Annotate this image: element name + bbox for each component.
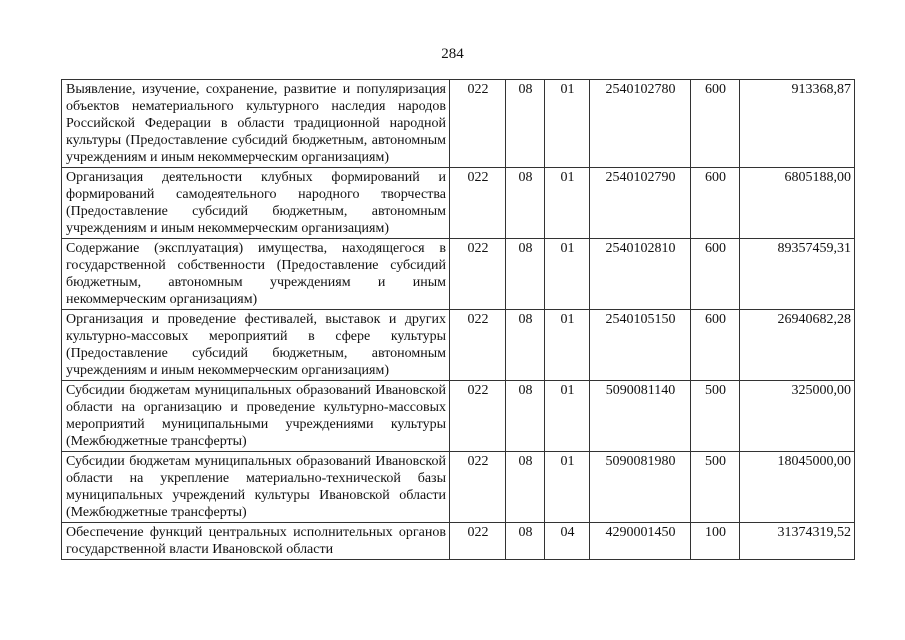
amount: 913368,87	[740, 80, 855, 168]
table-row	[62, 523, 855, 560]
table-row	[62, 452, 855, 523]
expense-type-code: 100	[691, 523, 740, 560]
amount: 18045000,00	[740, 452, 855, 523]
budget-table	[61, 79, 855, 560]
table-row	[62, 310, 855, 381]
row-description: Выявление, изучение, сохранение, развитие и популяризация объектов нематериального культурного наследия народов Российской Федерации в области традиционной народной культуры (Предоставление субсидий бюджетным, автономным учреждениям и иным некоммерческим организациям)	[62, 80, 450, 168]
expense-type-code: 500	[691, 381, 740, 452]
subsection-code: 01	[545, 168, 590, 239]
target-article-code: 2540102780	[590, 80, 691, 168]
table-row	[62, 80, 855, 168]
subsection-code: 01	[545, 381, 590, 452]
subsection-code: 04	[545, 523, 590, 560]
target-article-code: 5090081980	[590, 452, 691, 523]
subsection-code: 01	[545, 310, 590, 381]
amount: 6805188,00	[740, 168, 855, 239]
table-row	[62, 381, 855, 452]
target-article-code: 5090081140	[590, 381, 691, 452]
ministry-code: 022	[450, 80, 506, 168]
row-description: Субсидии бюджетам муниципальных образований Ивановской области на организацию и проведение культурно-массовых мероприятий муниципальными учреждениями культуры (Межбюджетные трансферты)	[62, 381, 450, 452]
expense-type-code: 600	[691, 80, 740, 168]
ministry-code: 022	[450, 523, 506, 560]
subsection-code: 01	[545, 80, 590, 168]
ministry-code: 022	[450, 310, 506, 381]
budget-table-body	[62, 80, 855, 560]
ministry-code: 022	[450, 452, 506, 523]
table-row	[62, 239, 855, 310]
page-number: 284	[441, 46, 464, 62]
table-row	[62, 168, 855, 239]
target-article-code: 2540105150	[590, 310, 691, 381]
subsection-code: 01	[545, 452, 590, 523]
expense-type-code: 600	[691, 310, 740, 381]
amount: 26940682,28	[740, 310, 855, 381]
section-code: 08	[506, 239, 545, 310]
row-description: Организация деятельности клубных формирований и формирований самодеятельного народного творчества (Предоставление субсидий бюджетным, автономным учреждениям и иным некоммерческим организациям)	[62, 168, 450, 239]
section-code: 08	[506, 80, 545, 168]
amount: 31374319,52	[740, 523, 855, 560]
ministry-code: 022	[450, 381, 506, 452]
row-description: Содержание (эксплуатация) имущества, находящегося в государственной собственности (Предоставление субсидий бюджетным, автономным учреждениям и иным некоммерческим организациям)	[62, 239, 450, 310]
target-article-code: 2540102810	[590, 239, 691, 310]
amount: 325000,00	[740, 381, 855, 452]
section-code: 08	[506, 310, 545, 381]
target-article-code: 4290001450	[590, 523, 691, 560]
row-description: Организация и проведение фестивалей, выставок и других культурно-массовых мероприятий в сфере культуры (Предоставление субсидий бюджетным, автономным учреждениям и иным некоммерческим организациям)	[62, 310, 450, 381]
expense-type-code: 500	[691, 452, 740, 523]
ministry-code: 022	[450, 168, 506, 239]
ministry-code: 022	[450, 239, 506, 310]
row-description: Обеспечение функций центральных исполнительных органов государственной власти Ивановской области	[62, 523, 450, 560]
expense-type-code: 600	[691, 168, 740, 239]
row-description: Субсидии бюджетам муниципальных образований Ивановской области на укрепление материально-технической базы муниципальных учреждений культуры Ивановской области (Межбюджетные трансферты)	[62, 452, 450, 523]
amount: 89357459,31	[740, 239, 855, 310]
section-code: 08	[506, 523, 545, 560]
section-code: 08	[506, 452, 545, 523]
expense-type-code: 600	[691, 239, 740, 310]
section-code: 08	[506, 168, 545, 239]
section-code: 08	[506, 381, 545, 452]
target-article-code: 2540102790	[590, 168, 691, 239]
subsection-code: 01	[545, 239, 590, 310]
